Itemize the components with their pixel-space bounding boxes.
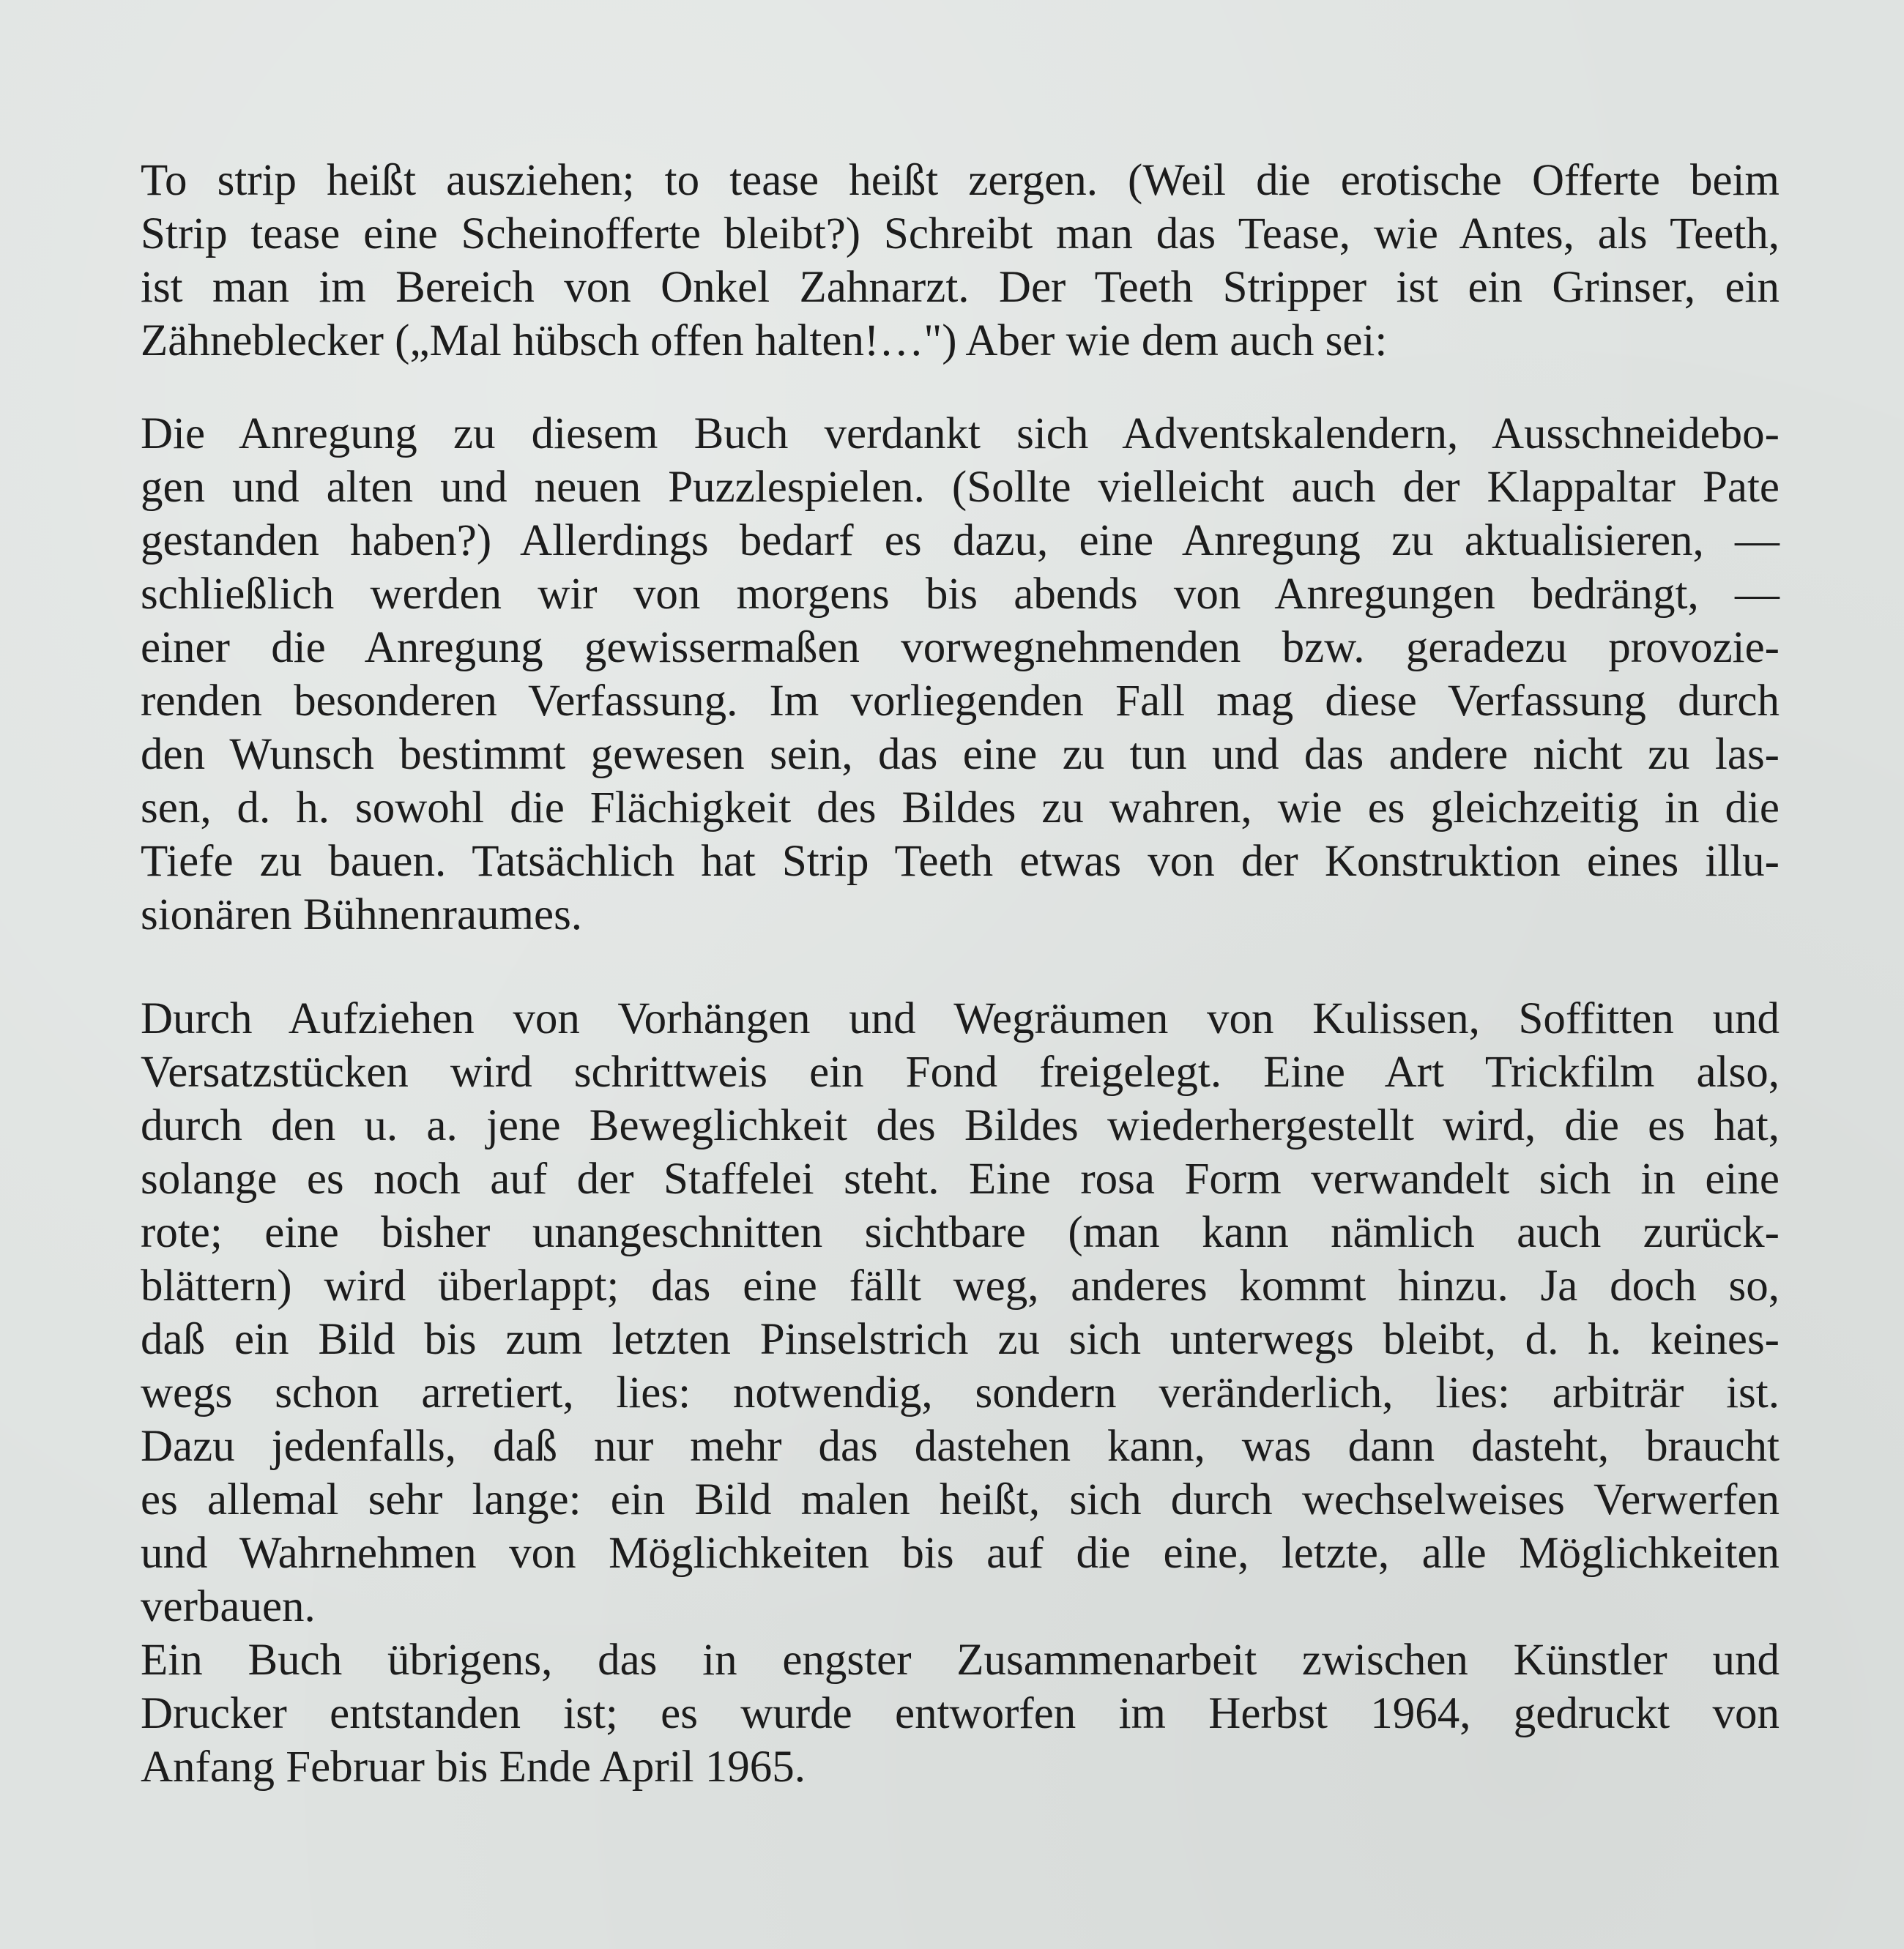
text-line: Zähneblecker („Mal hübsch offen halten!…") Aber wie dem auch sei:: [141, 316, 1388, 365]
text-line: gen und alten und neuen Puzzlespielen. (Sollte vielleicht auch der Klappaltar Pate: [141, 463, 1780, 512]
text-line: Dazu jedenfalls, daß nur mehr das dastehen kann, was dann dasteht, braucht: [141, 1422, 1780, 1471]
text-line: verbauen.: [141, 1582, 316, 1631]
text-line: Versatzstücken wird schrittweis ein Fond freigelegt. Eine Art Trickfilm also,: [141, 1048, 1780, 1097]
text-line: To strip heißt ausziehen; to tease heißt zergen. (Weil die erotische Offerte beim: [141, 156, 1780, 205]
text-line: daß ein Bild bis zum letzten Pinselstrich zu sich unterwegs bleibt, d. h. keines-: [141, 1315, 1780, 1364]
paragraph-3: [141, 992, 1780, 1794]
text-line: ist man im Bereich von Onkel Zahnarzt. Der Teeth Stripper ist ein Grinser, ein: [141, 263, 1780, 312]
text-line: renden besonderen Verfassung. Im vorliegenden Fall mag diese Verfassung durch: [141, 677, 1780, 726]
text-line: solange es noch auf der Staffelei steht. Eine rosa Form verwandelt sich in eine: [141, 1155, 1780, 1204]
text-line: sen, d. h. sowohl die Flächigkeit des Bildes zu wahren, wie es gleichzeitig in die: [141, 783, 1780, 832]
text-line: sionären Bühnenraumes.: [141, 890, 583, 939]
text-line: und Wahrnehmen von Möglichkeiten bis auf die eine, letzte, alle Möglichkeiten: [141, 1529, 1780, 1578]
text-line: Strip tease eine Scheinofferte bleibt?) Schreibt man das Tease, wie Antes, als Teeth,: [141, 209, 1780, 258]
text-line: wegs schon arretiert, lies: notwendig, sondern veränderlich, lies: arbiträr ist.: [141, 1368, 1780, 1417]
text-line: gestanden haben?) Allerdings bedarf es dazu, eine Anregung zu aktualisieren, —: [141, 516, 1780, 565]
paragraph-1: [141, 154, 1780, 368]
text-line: Anfang Februar bis Ende April 1965.: [141, 1743, 806, 1792]
text-line: es allemal sehr lange: ein Bild malen heißt, sich durch wechselweises Verwerfen: [141, 1475, 1780, 1524]
text-line: Die Anregung zu diesem Buch verdankt sich Adventskalendern, Ausschneidebo-: [141, 409, 1780, 458]
text-line: Drucker entstanden ist; es wurde entworfen im Herbst 1964, gedruckt von: [141, 1689, 1780, 1738]
text-line: Durch Aufziehen von Vorhängen und Wegräumen von Kulissen, Soffitten und: [141, 994, 1780, 1043]
paragraph-2: [141, 407, 1780, 942]
text-line: Ein Buch übrigens, das in engster Zusammenarbeit zwischen Künstler und: [141, 1636, 1780, 1685]
text-line: Tiefe zu bauen. Tatsächlich hat Strip Teeth etwas von der Konstruktion eines illu-: [141, 837, 1780, 886]
text-line: rote; eine bisher unangeschnitten sichtbare (man kann nämlich auch zurück-: [141, 1208, 1780, 1257]
text-line: den Wunsch bestimmt gewesen sein, das eine zu tun und das andere nicht zu las-: [141, 730, 1780, 779]
text-line: schließlich werden wir von morgens bis abends von Anregungen bedrängt, —: [141, 570, 1780, 619]
text-line: durch den u. a. jene Beweglichkeit des Bildes wiederhergestellt wird, die es hat,: [141, 1101, 1780, 1150]
text-line: blättern) wird überlappt; das eine fällt weg, anderes kommt hinzu. Ja doch so,: [141, 1262, 1780, 1311]
text-line: einer die Anregung gewissermaßen vorwegnehmenden bzw. geradezu provozie-: [141, 623, 1780, 672]
